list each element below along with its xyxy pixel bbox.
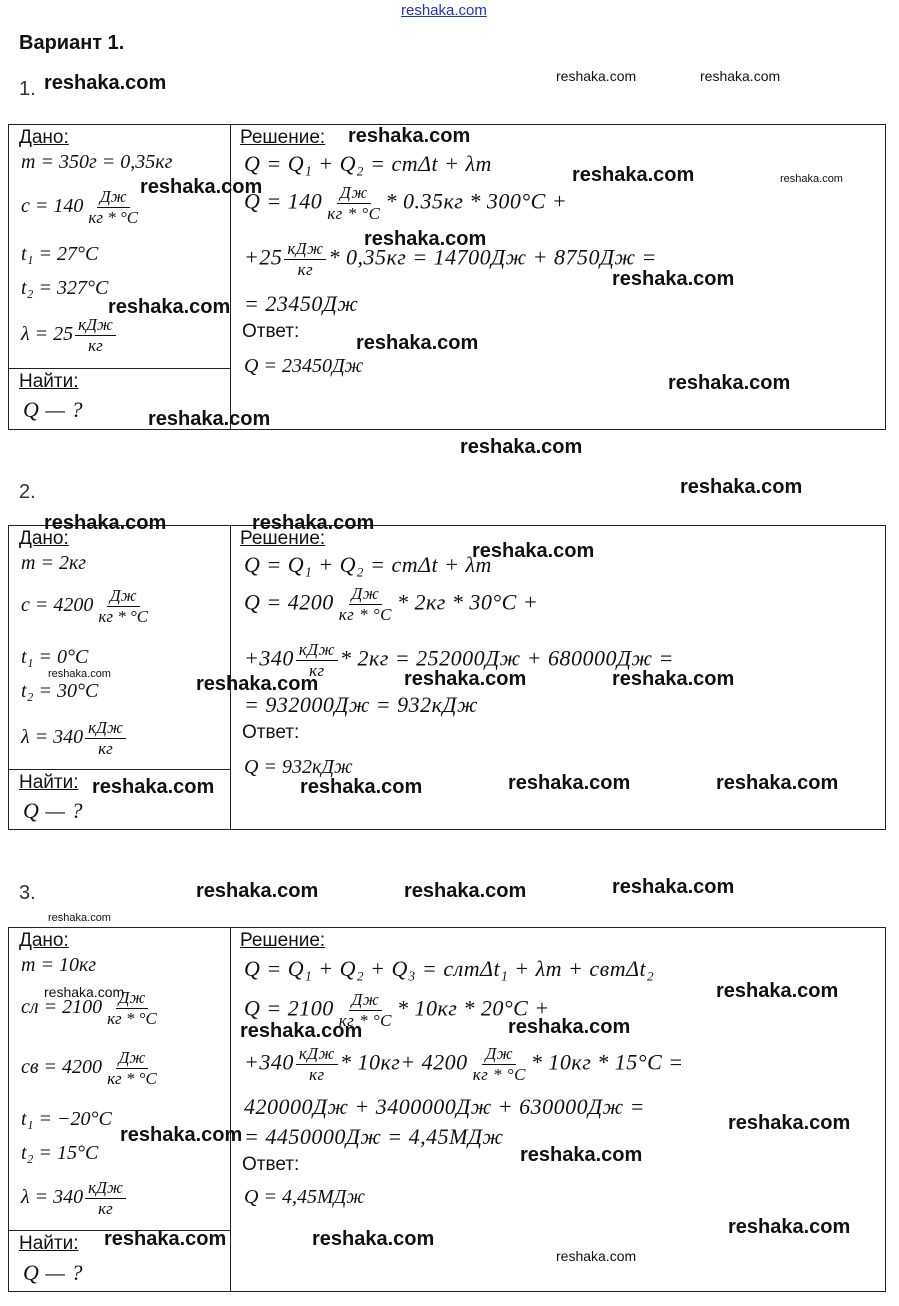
watermark: reshaka.com (364, 228, 487, 250)
given-label: Дано: (19, 930, 69, 951)
given-t1: t₁ = 0°С (21, 646, 89, 668)
watermark: reshaka.com (520, 1144, 643, 1166)
given-t1: t₁ = 27°С (21, 243, 99, 265)
unit-den: кг * °С (107, 1009, 157, 1028)
term: Q = 2100 (244, 995, 334, 1021)
term: +340 (244, 1049, 294, 1075)
find-label: Найти: (19, 371, 79, 392)
answer-label: Ответ: (242, 321, 300, 342)
unit-den: кг (98, 739, 113, 758)
solution-line-1: Q = Q₁ + Q₂ + Q₃ = cлmΔt₁ + λm + cвmΔt₂ (244, 956, 655, 981)
given-label: Дано: (19, 528, 69, 549)
unit-num: кДж (296, 1044, 338, 1065)
given-label: Дано: (19, 127, 69, 148)
unit-num: Дж (97, 187, 130, 208)
column-divider (230, 125, 231, 429)
answer-label: Ответ: (242, 1154, 300, 1175)
unit-num: Дж (116, 988, 149, 1009)
solution-line-1: Q = Q₁ + Q₂ = cmΔt + λm (244, 151, 492, 176)
unit-den: кг * °С (327, 204, 381, 223)
watermark: reshaka.com (700, 68, 781, 84)
watermark: reshaka.com (240, 1020, 363, 1042)
problem-number: 3. (19, 882, 36, 904)
unit-den: кг (98, 1199, 113, 1218)
unit-num: кДж (296, 640, 338, 661)
solution-line-1: Q = Q₁ + Q₂ = cmΔt + λm (244, 552, 492, 577)
unit-den: кг (88, 336, 103, 355)
term: * 10кг+ 4200 (339, 1049, 468, 1075)
solution-label: Решение: (240, 528, 326, 549)
watermark: reshaka.com (48, 912, 111, 924)
unit-num: Дж (349, 990, 383, 1011)
unit-den: кг * °С (338, 605, 392, 624)
problem-number: 1. (19, 78, 36, 100)
watermark: reshaka.com (472, 540, 595, 562)
unit-num: кДж (284, 239, 326, 260)
value: cл = 2100 (21, 996, 103, 1019)
find-label: Найти: (19, 772, 79, 793)
watermark: reshaka.com (108, 296, 231, 318)
term: * 10кг * 15°С = (530, 1049, 684, 1075)
watermark: reshaka.com (312, 1228, 435, 1250)
answer-value: Q = 23450Дж (244, 355, 364, 377)
variant-title: Вариант 1. (19, 32, 125, 54)
find-target: Q — ? (23, 798, 83, 823)
term: Q = 4200 (244, 589, 334, 615)
term: * 0,35кг = 14700Дж + 8750Дж = (328, 244, 657, 270)
unit-den: кг * °С (472, 1065, 526, 1084)
watermark: reshaka.com (252, 512, 375, 534)
given-t1: t₁ = −20°С (21, 1108, 112, 1130)
value: λ = 340 (21, 1186, 84, 1209)
watermark: reshaka.com (612, 268, 735, 290)
find-target: Q — ? (23, 397, 83, 422)
unit-num: Дж (107, 586, 140, 607)
watermark: reshaka.com (508, 1016, 631, 1038)
solution-line-4: 420000Дж + 3400000Дж + 630000Дж = (244, 1094, 645, 1119)
value: c = 4200 (21, 594, 94, 617)
given-water-heat-capacity (21, 1048, 162, 1089)
answer-value: Q = 932кДж (244, 756, 353, 778)
unit-den: кг (309, 1065, 325, 1084)
watermark: reshaka.com (572, 164, 695, 186)
term: * 2кг = 252000Дж + 680000Дж = (339, 645, 674, 671)
watermark: reshaka.com (612, 876, 735, 898)
unit-num: Дж (337, 183, 371, 204)
watermark: reshaka.com (44, 72, 167, 94)
given-t2: t₂ = 15°С (21, 1142, 99, 1164)
term: * 2кг * 30°С + (396, 589, 539, 615)
term: * 10кг * 20°С + (396, 995, 550, 1021)
solution-line-4: = 23450Дж (244, 291, 359, 316)
unit-den: кг * °С (88, 208, 139, 227)
watermark: reshaka.com (48, 668, 111, 680)
unit-num: кДж (85, 718, 126, 739)
value: cв = 4200 (21, 1056, 103, 1079)
watermark: reshaka.com (196, 673, 319, 695)
watermark: reshaka.com (668, 372, 791, 394)
watermark: reshaka.com (716, 980, 839, 1002)
find-target: Q — ? (23, 1260, 83, 1285)
watermark: reshaka.com (300, 776, 423, 798)
watermark: reshaka.com (120, 1124, 243, 1146)
row-divider (9, 769, 230, 770)
term: +340 (244, 645, 294, 671)
given-heat-capacity (21, 586, 153, 627)
unit-den: кг * °С (338, 1011, 392, 1030)
solution-line-2 (244, 584, 538, 625)
watermark: reshaka.com (44, 984, 125, 1000)
answer-label: Ответ: (242, 722, 300, 743)
answer-value: Q = 4,45МДж (244, 1186, 365, 1208)
unit-den: кг * °С (98, 607, 149, 626)
column-divider (230, 928, 231, 1291)
given-mass: m = 2кг (21, 552, 87, 574)
watermark: reshaka.com (148, 408, 271, 430)
given-t2: t₂ = 30°С (21, 680, 99, 702)
watermark: reshaka.com (404, 880, 527, 902)
unit-den: кг (309, 661, 325, 680)
watermark: reshaka.com (780, 173, 843, 185)
find-label: Найти: (19, 1233, 79, 1254)
watermark: reshaka.com (728, 1112, 851, 1134)
watermark: reshaka.com (460, 436, 583, 458)
watermark: reshaka.com (556, 68, 637, 84)
watermark: reshaka.com (196, 880, 319, 902)
watermark: reshaka.com (44, 512, 167, 534)
unit-num: Дж (116, 1048, 149, 1069)
unit-num: кДж (85, 1178, 126, 1199)
watermark: reshaka.com (680, 476, 803, 498)
solution-line-5: = 4450000Дж = 4,45МДж (244, 1124, 504, 1149)
value: λ = 25 (21, 323, 74, 346)
problem-number: 2. (19, 481, 36, 503)
top-watermark-link[interactable]: reshaka.com (401, 2, 487, 19)
watermark: reshaka.com (104, 1228, 227, 1250)
given-t2: t₂ = 327°С (21, 277, 109, 299)
given-heat-capacity (21, 187, 143, 228)
watermark: reshaka.com (556, 1248, 637, 1264)
term: * 0.35кг * 300°С + (385, 188, 568, 214)
watermark: reshaka.com (348, 125, 471, 147)
watermark: reshaka.com (140, 176, 263, 198)
watermark: reshaka.com (508, 772, 631, 794)
value: c = 140 (21, 195, 84, 218)
solution-label: Решение: (240, 127, 326, 148)
given-mass: m = 10кг (21, 954, 97, 976)
unit-num: Дж (349, 584, 383, 605)
term: Q = 140 (244, 188, 323, 214)
watermark: reshaka.com (612, 668, 735, 690)
value: λ = 340 (21, 726, 84, 749)
solution-line-3 (244, 1044, 684, 1085)
watermark: reshaka.com (404, 668, 527, 690)
solution-line-2 (244, 183, 567, 224)
unit-num: кДж (75, 315, 116, 336)
watermark: reshaka.com (356, 332, 479, 354)
given-mass: m = 350г = 0,35кг (21, 151, 173, 173)
term: +25 (244, 244, 283, 270)
unit-num: Дж (482, 1044, 516, 1065)
given-lambda (21, 315, 118, 356)
unit-den: кг * °С (107, 1069, 157, 1088)
given-lambda (21, 718, 128, 759)
unit-den: кг (297, 260, 314, 279)
solution-label: Решение: (240, 930, 326, 951)
given-lambda (21, 1178, 128, 1219)
watermark: reshaka.com (92, 776, 215, 798)
solution-line-4: = 932000Дж = 932кДж (244, 692, 478, 717)
watermark: reshaka.com (716, 772, 839, 794)
row-divider (9, 368, 230, 369)
watermark: reshaka.com (728, 1216, 851, 1238)
